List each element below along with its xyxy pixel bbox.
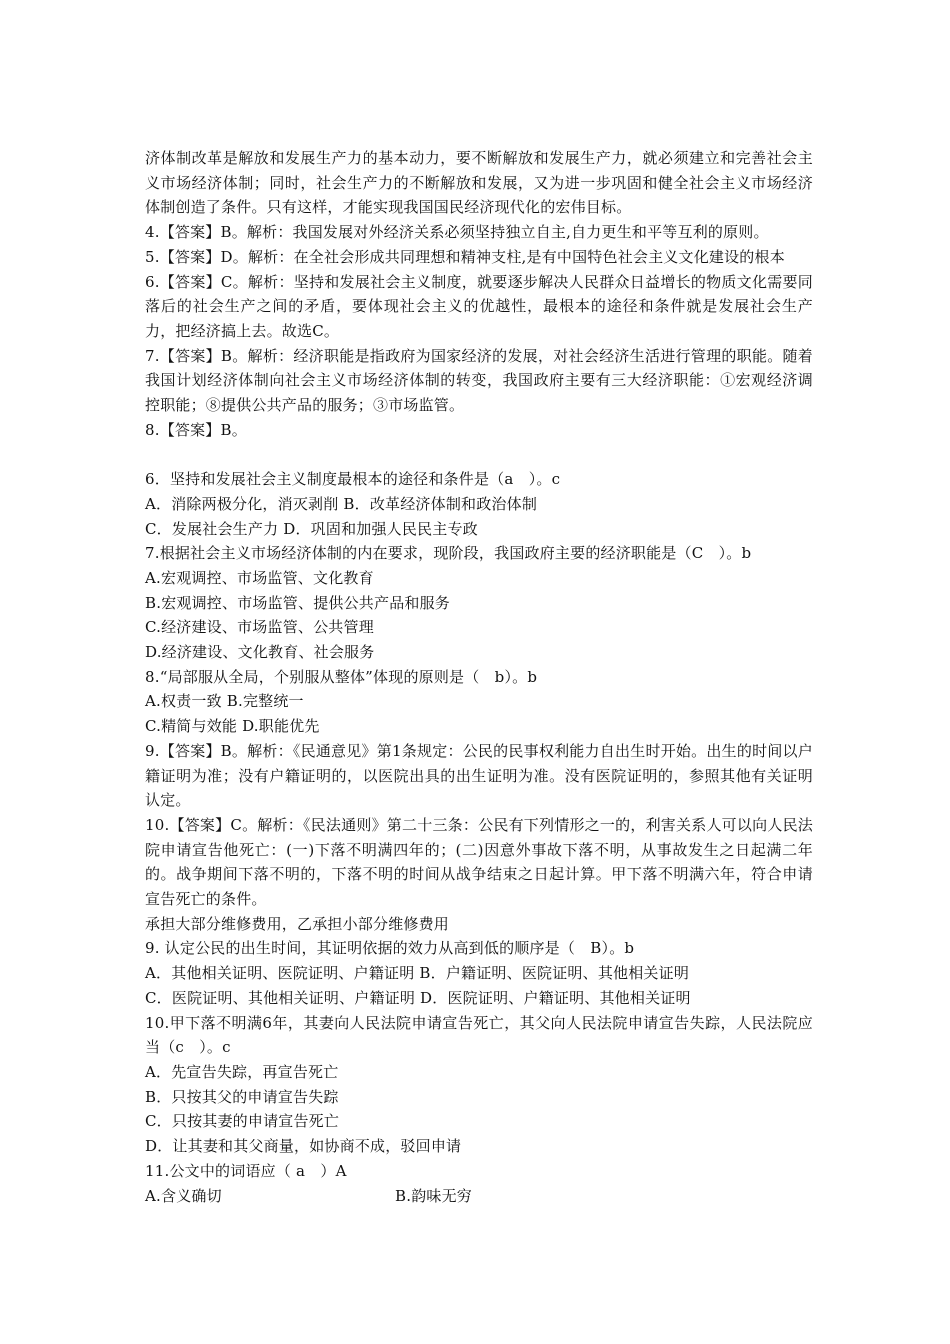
question-7: 7.根据社会主义市场经济体制的内在要求，现阶段，我国政府主要的经济职能是（C ）。b	[145, 544, 752, 563]
answer-9: 9.【答案】B。解析：《民通意见》第1条规定：公民的民事权利能力自出生时开始。出生的时间以户籍证明为准；没有户籍证明的，以医院出具的出生证明为准。没有医院证明的，参照其他有关证明认定。	[145, 741, 813, 810]
question-7-option-a: A.宏观调控、市场监管、文化教育	[145, 568, 374, 587]
question-11: 11.公文中的词语应（ a ）A	[145, 1161, 347, 1180]
answer-5: 5.【答案】D。解析：在全社会形成共同理想和精神支柱,是有中国特色社会主义文化建设的根本	[145, 247, 785, 266]
question-6-options-ab: A．消除两极分化，消灭剥削 B．改革经济体制和政治体制	[145, 494, 538, 513]
blank-line	[145, 442, 813, 467]
answer-8: 8.【答案】B。	[145, 420, 247, 439]
answer-4: 4.【答案】B。解析：我国发展对外经济关系必须坚持独立自主,自力更生和平等互利的原则。	[145, 223, 769, 242]
question-10-option-b: B．只按其父的申请宣告失踪	[145, 1087, 339, 1106]
question-11-option-a: A.含义确切	[145, 1186, 222, 1205]
question-10: 10.甲下落不明满6年，其妻向人民法院申请宣告死亡，其父向人民法院申请宣告失踪，人民法院应当（c ）。c	[145, 1013, 813, 1057]
question-6: 6．坚持和发展社会主义制度最根本的途径和条件是（a ）。c	[145, 470, 561, 489]
question-11-options	[145, 1184, 813, 1209]
maintenance-fee-line: 承担大部分维修费用，乙承担小部分维修费用	[145, 914, 450, 933]
question-7-option-c: C.经济建设、市场监管、公共管理	[145, 618, 374, 637]
question-10-option-c: C．只按其妻的申请宣告死亡	[145, 1112, 340, 1131]
question-9-options-ab: A．其他相关证明、医院证明、户籍证明 B．户籍证明、医院证明、其他相关证明	[145, 964, 690, 983]
question-6-options-cd: C．发展社会生产力 D．巩固和加强人民民主专政	[145, 519, 478, 538]
question-8-options-ab: A.权责一致 B.完整统一	[145, 692, 304, 711]
answer-7: 7.【答案】B。解析：经济职能是指政府为国家经济的发展，对社会经济生活进行管理的职能。随着我国计划经济体制向社会主义市场经济体制的转变，我国政府主要有三大经济职能：①宏观经济调控职能；⑧提供公共产品的服务；③市场监管。	[145, 346, 813, 415]
answer-10: 10.【答案】C。解析：《民法通则》第二十三条：公民有下列情形之一的，利害关系人可以向人民法院申请宣告他死亡：(一)下落不明满四年的；(二)因意外事故下落不明，从事故发生之日起满二年的。战争期间下落不明的，下落不明的时间从战争结束之日起计算。甲下落不明满六年，符合申请宣告死亡的条件。	[145, 815, 813, 909]
paragraph-economic-reform: 济体制改革是解放和发展生产力的基本动力，要不断解放和发展生产力，就必须建立和完善社会主义市场经济体制；同时，社会生产力的不断解放和发展，又为进一步巩固和健全社会主义市场经济体制创造了条件。只有这样，才能实现我国国民经济现代化的宏伟目标。	[145, 149, 813, 217]
document-page	[145, 146, 813, 1208]
question-8: 8.“局部服从全局，个别服从整体”体现的原则是（ b）。b	[145, 667, 538, 686]
question-10-option-d: D．让其妻和其父商量，如协商不成，驳回申请	[145, 1137, 462, 1156]
question-7-option-d: D.经济建设、文化教育、社会服务	[145, 643, 375, 662]
question-11-option-b: B.韵味无穷	[395, 1186, 472, 1205]
question-9: 9. 认定公民的出生时间，其证明依据的效力从高到低的顺序是（ B）。b	[145, 939, 635, 958]
question-10-option-a: A．先宣告失踪，再宣告死亡	[145, 1063, 339, 1081]
question-7-option-b: B.宏观调控、市场监管、提供公共产品和服务	[145, 593, 450, 612]
answer-6: 6.【答案】C。解析：坚持和发展社会主义制度，就要逐步解决人民群众日益增长的物质文化需要同落后的社会生产之间的矛盾，要体现社会主义的优越性，最根本的途径和条件就是发展社会生产力，把经济搞上去。故选C。	[145, 272, 813, 340]
question-9-options-cd: C．医院证明、其他相关证明、户籍证明 D．医院证明、户籍证明、其他相关证明	[145, 988, 691, 1007]
question-8-options-cd: C.精简与效能 D.职能优先	[145, 717, 320, 736]
